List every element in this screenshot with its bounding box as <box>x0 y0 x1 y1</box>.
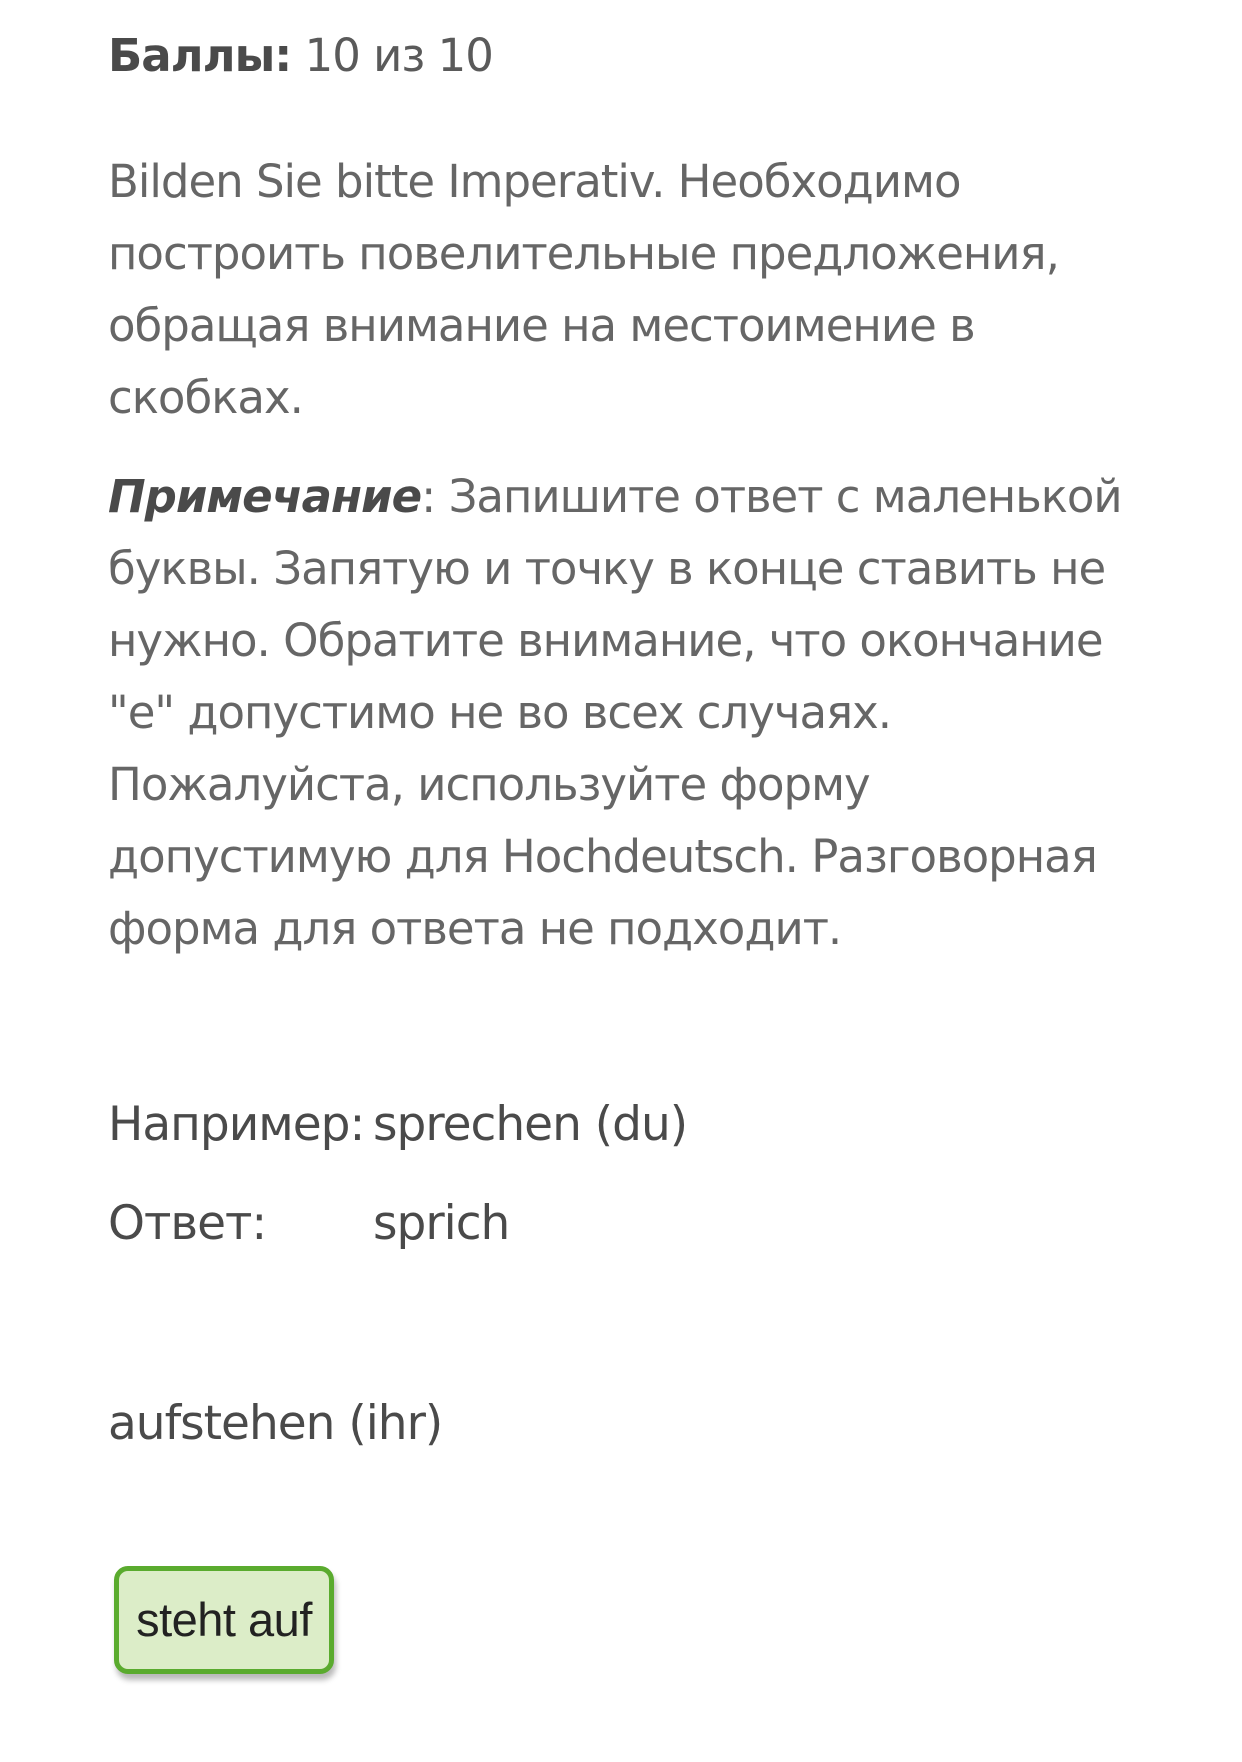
example-answer-row <box>108 1194 509 1254</box>
example-label: Например: <box>108 1097 365 1152</box>
example-answer-value: sprich <box>373 1196 510 1251</box>
score-line <box>108 28 493 84</box>
note-paragraph <box>108 461 1148 965</box>
example-value: sprechen (du) <box>373 1097 688 1152</box>
answer-input-correct[interactable]: steht auf <box>114 1566 334 1674</box>
example-row <box>108 1095 687 1155</box>
score-value: 10 из 10 <box>304 29 493 82</box>
task-word: aufstehen (ihr) <box>108 1396 443 1451</box>
instructions-text: Bilden Sie bitte Imperativ. Необходимо построить повелительные предложения, обращая внимание на местоимение в скобках. <box>108 155 1059 424</box>
note-text: : Запишите ответ с маленькой буквы. Запятую и точку в конце ставить не нужно. Обратите внимание, что окончание "e" допустимо не во всех случаях. Пожалуйста, используйте форму допустимую для Hochdeutsch. Разговорная форма для ответа не подходит. <box>108 470 1122 955</box>
note-label: Примечание <box>108 470 422 523</box>
score-label: Баллы: <box>108 29 292 82</box>
example-answer-label: Ответ: <box>108 1196 267 1251</box>
